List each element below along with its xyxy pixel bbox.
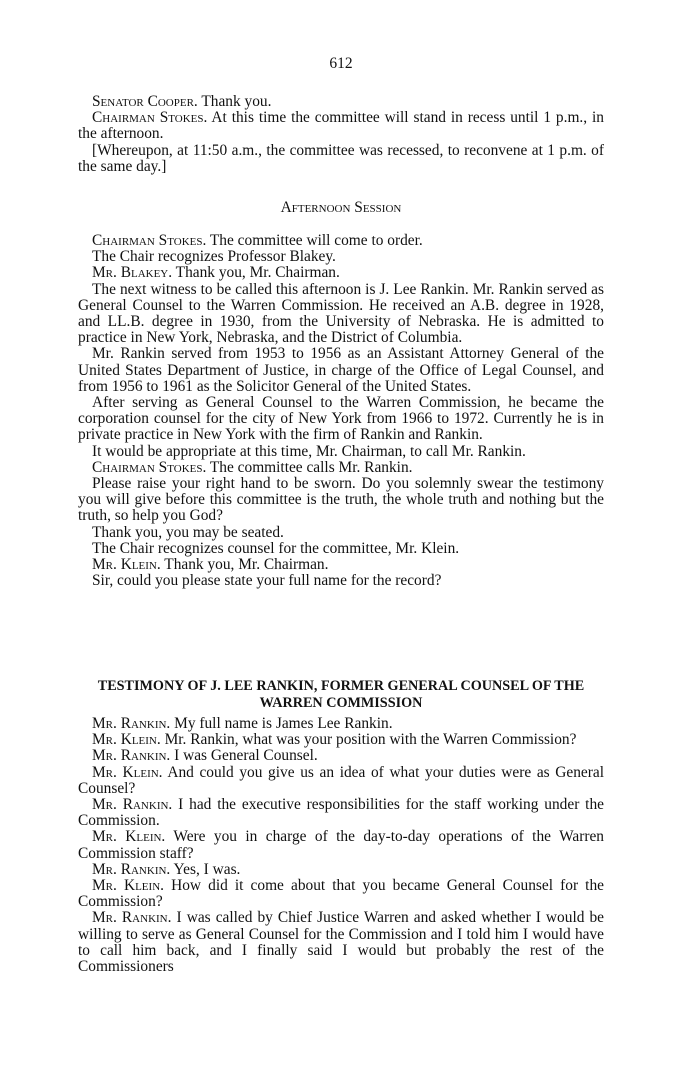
paragraph-text: Please raise your right hand to be sworn. Do you solemnly swear the testimony you will give before this committee is the truth, the whole truth and nothing but the truth, so help you God?	[78, 475, 604, 525]
paragraph-text: How did it come about that you became General Counsel for the Commission?	[78, 877, 604, 911]
paragraph	[78, 110, 604, 142]
paragraph-text: I had the executive responsibilities for the staff working under the Commission.	[78, 796, 604, 830]
testimony-exchange	[78, 716, 604, 975]
speaker-name: Mr. Rankin.	[92, 909, 172, 927]
paragraph-text: I was General Counsel.	[170, 747, 318, 765]
afternoon-proceedings	[78, 233, 604, 589]
paragraph-text: Thank you, Mr. Chairman.	[160, 556, 329, 574]
paragraph-text: My full name is James Lee Rankin.	[170, 715, 393, 732]
paragraph-text: The committee will come to order.	[206, 232, 423, 249]
paragraph-text: Mr. Rankin, what was your position with the Warren Commission?	[160, 731, 577, 749]
speaker-name: Mr. Klein.	[92, 731, 161, 749]
paragraph	[78, 748, 604, 764]
paragraph-text: And could you give us an idea of what your duties were as General Counsel?	[78, 763, 604, 797]
paragraph	[78, 346, 604, 395]
paragraph	[78, 265, 604, 281]
speaker-name: Mr. Rankin.	[92, 860, 171, 878]
paragraph	[78, 541, 604, 557]
testimony-heading: TESTIMONY OF J. LEE RANKIN, FORMER GENERAL COUNSEL OF THE WARREN COMMISSION	[97, 678, 585, 711]
paragraph-text: The Chair recognizes Professor Blakey.	[92, 248, 336, 266]
paragraph	[78, 862, 604, 878]
paragraph-text: The committee calls Mr. Rankin.	[206, 458, 413, 476]
paragraph-text: Thank you, Mr. Chairman.	[172, 264, 340, 282]
speaker-name: Mr. Rankin.	[92, 747, 171, 765]
paragraph	[78, 732, 604, 748]
paragraph	[78, 444, 604, 460]
paragraph-text: I was called by Chief Justice Warren and asked whether I would be willing to serve as General Counsel for the Commission and I told him I would have to call him back, and I finally said I would but probably the rest of the Commissioners	[78, 909, 604, 976]
paragraph-text: Thank you.	[197, 93, 272, 110]
paragraph-text: Were you in charge of the day-to-day operations of the Warren Commission staff?	[78, 828, 605, 862]
paragraph	[78, 573, 604, 589]
opening-exchange	[78, 94, 604, 175]
testimony-heading-wrap	[78, 678, 604, 711]
paragraph	[78, 797, 604, 829]
speaker-name: Mr. Klein.	[92, 556, 161, 574]
speaker-name: Mr. Rankin.	[92, 715, 171, 732]
paragraph	[78, 878, 604, 910]
paragraph	[78, 395, 604, 444]
speaker-name: Mr. Klein.	[92, 763, 163, 781]
paragraph-text: [Whereupon, at 11:50 a.m., the committee was recessed, to reconvene at 1 p.m. of the same day.]	[78, 141, 604, 175]
session-heading: Afternoon Session	[280, 199, 402, 216]
paragraph-text: At this time the committee will stand in recess until 1 p.m., in the afternoon.	[78, 109, 604, 143]
paragraph-text: Yes, I was.	[170, 860, 241, 878]
speaker-name: Chairman Stokes.	[92, 232, 207, 249]
speaker-name: Senator Cooper.	[92, 93, 198, 110]
session-heading-wrap	[78, 200, 604, 216]
paragraph-text: Sir, could you please state your full name for the record?	[92, 572, 442, 590]
paragraph-text: Thank you, you may be seated.	[92, 523, 284, 541]
speaker-name: Mr. Rankin.	[92, 796, 173, 814]
paragraph-text: It would be appropriate at this time, Mr. Chairman, to call Mr. Rankin.	[92, 442, 526, 460]
paragraph	[78, 716, 604, 732]
speaker-name: Chairman Stokes.	[92, 109, 208, 127]
page-number: 612	[329, 55, 353, 72]
paragraph-text: The next witness to be called this afternoon is J. Lee Rankin. Mr. Rankin served as General Counsel to the Warren Commission. He received an A.B. degree in 1928, and LL.B. degree in 1930, from the University of Nebraska. He is admitted to practice in New York, Nebraska, and the District of Columbia.	[78, 280, 604, 347]
paragraph	[78, 829, 604, 861]
paragraph	[78, 94, 604, 110]
paragraph	[78, 765, 604, 797]
paragraph	[78, 233, 604, 249]
paragraph	[78, 143, 604, 175]
speaker-name: Mr. Blakey.	[92, 264, 173, 282]
paragraph-text: Mr. Rankin served from 1953 to 1956 as an Assistant Attorney General of the United States Department of Justice, in charge of the Office of Legal Counsel, and from 1956 to 1961 as the Solicitor General of the United States.	[78, 345, 604, 395]
paragraph	[78, 557, 604, 573]
paragraph	[78, 460, 604, 476]
paragraph	[78, 249, 604, 265]
paragraph-text: After serving as General Counsel to the Warren Commission, he became the corporation counsel for the city of New York from 1966 to 1972. Currently he is in private practice in New York with the firm of Rankin and Rankin.	[78, 394, 604, 444]
speaker-name: Chairman Stokes.	[92, 458, 207, 476]
paragraph	[78, 476, 604, 525]
paragraph	[78, 525, 604, 541]
speaker-name: Mr. Klein.	[92, 877, 164, 895]
paragraph	[78, 282, 604, 347]
paragraph-text: The Chair recognizes counsel for the committee, Mr. Klein.	[92, 539, 460, 557]
speaker-name: Mr. Klein.	[92, 828, 166, 846]
paragraph	[78, 910, 604, 975]
